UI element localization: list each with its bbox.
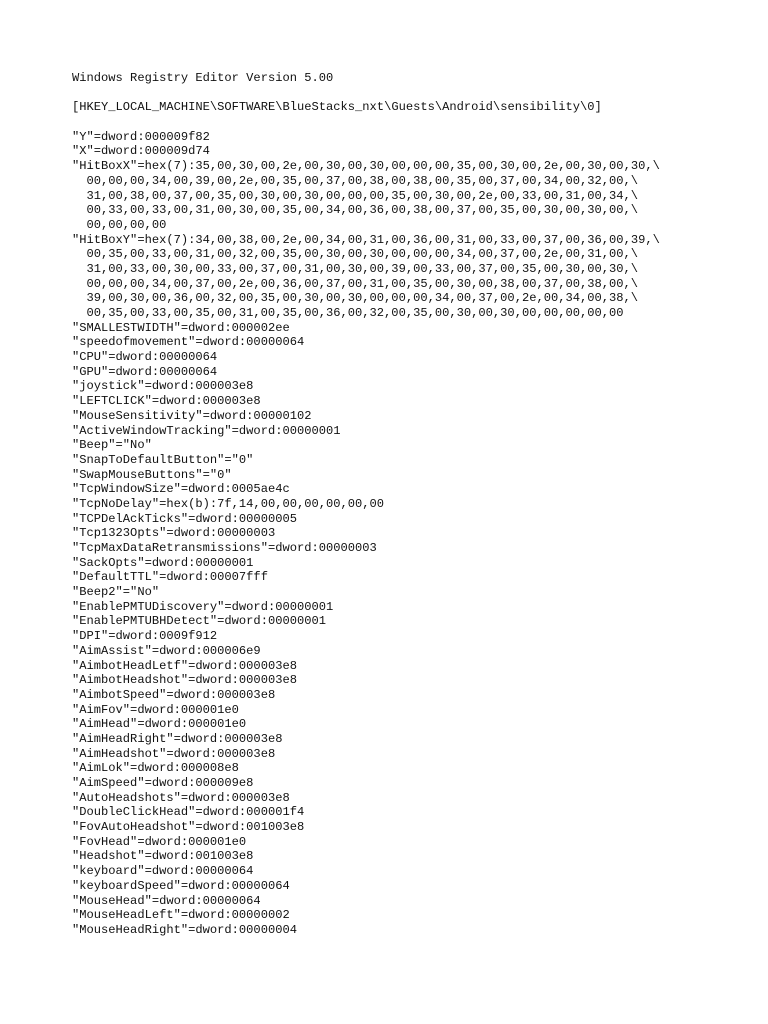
registry-entry: "joystick"=dword:000003e8 [72, 379, 254, 394]
registry-entry: "DefaultTTL"=dword:00007fff [72, 570, 268, 585]
registry-document [72, 71, 762, 952]
registry-entry: "HitBoxX"=hex(7):35,00,30,00,2e,00,30,00,30,00,00,00,35,00,30,00,2e,00,30,00,30,\ [72, 159, 660, 174]
registry-entry: "DPI"=dword:0009f912 [72, 629, 218, 644]
registry-entry: "speedofmovement"=dword:00000064 [72, 335, 305, 350]
blank-line [72, 115, 762, 130]
registry-entry: "GPU"=dword:00000064 [72, 364, 218, 379]
registry-entry: "AimAssist"=dword:000006e9 [72, 643, 261, 658]
registry-entry: "X"=dword:000009d74 [72, 144, 210, 159]
registry-entry: "AimHeadshot"=dword:000003e8 [72, 746, 276, 761]
registry-entry: "MouseHeadLeft"=dword:00000002 [72, 908, 290, 923]
registry-entry: "LEFTCLICK"=dword:000003e8 [72, 394, 261, 409]
registry-entry: "AimbotHeadshot"=dword:000003e8 [72, 673, 297, 688]
registry-entry: "AimFov"=dword:000001e0 [72, 702, 239, 717]
registry-entry: "AimbotHeadLetf"=dword:000003e8 [72, 658, 297, 673]
registry-entry: "Y"=dword:000009f82 [72, 129, 210, 144]
document-header: Windows Registry Editor Version 5.00 [72, 71, 334, 85]
registry-entry: "AimSpeed"=dword:000009e8 [72, 776, 254, 790]
registry-entry: "FovAutoHeadshot"=dword:001003e8 [72, 820, 305, 835]
registry-entry-continuation: 00,00,00,00 [86, 217, 167, 232]
registry-entry-continuation: 00,35,00,33,00,35,00,31,00,35,00,36,00,32,00,35,00,30,00,30,00,00,00,00,00 [86, 306, 624, 320]
registry-entry: "DoubleClickHead"=dword:000001f4 [72, 805, 305, 820]
blank-line [72, 86, 762, 101]
registry-entry: "EnablePMTUBHDetect"=dword:00000001 [72, 614, 327, 629]
registry-entry: "FovHead"=dword:000001e0 [72, 834, 247, 849]
registry-entry-continuation: 39,00,30,00,36,00,32,00,35,00,30,00,30,00,00,00,34,00,37,00,2e,00,34,00,38,\ [86, 291, 639, 306]
registry-entries [72, 130, 762, 953]
registry-entry: "AimHead"=dword:000001e0 [72, 717, 247, 732]
registry-entry-continuation: 00,33,00,33,00,31,00,30,00,35,00,34,00,36,00,38,00,37,00,35,00,30,00,30,00,\ [86, 203, 639, 218]
registry-entry: "keyboard"=dword:00000064 [72, 864, 254, 879]
registry-entry-continuation: 00,35,00,33,00,31,00,32,00,35,00,30,00,30,00,00,00,34,00,37,00,2e,00,31,00,\ [86, 247, 639, 262]
registry-entry: "EnablePMTUDiscovery"=dword:00000001 [72, 599, 334, 614]
registry-entry: "ActiveWindowTracking"=dword:00000001 [72, 423, 341, 438]
registry-entry: "HitBoxY"=hex(7):34,00,38,00,2e,00,34,00,31,00,36,00,31,00,33,00,37,00,36,00,39,\ [72, 232, 660, 247]
registry-entry: "TCPDelAckTicks"=dword:00000005 [72, 511, 297, 526]
registry-entry-continuation: 31,00,33,00,30,00,33,00,37,00,31,00,30,00,39,00,33,00,37,00,35,00,30,00,30,\ [86, 261, 639, 276]
registry-entry: "Headshot"=dword:001003e8 [72, 849, 254, 864]
registry-entry: "SMALLESTWIDTH"=dword:000002ee [72, 320, 290, 335]
registry-entry: "TcpWindowSize"=dword:0005ae4c [72, 482, 290, 497]
registry-entry: "AutoHeadshots"=dword:000003e8 [72, 790, 290, 805]
registry-entry: "SwapMouseButtons"="0" [72, 467, 232, 482]
registry-entry: "MouseHeadRight"=dword:00000004 [72, 922, 297, 937]
registry-entry: "Beep"="No" [72, 438, 152, 453]
registry-entry: "AimHeadRight"=dword:000003e8 [72, 731, 283, 746]
registry-entry: "AimLok"=dword:000008e8 [72, 761, 239, 776]
registry-entry: "TcpMaxDataRetransmissions"=dword:00000003 [72, 541, 377, 555]
registry-entry: "CPU"=dword:00000064 [72, 350, 218, 365]
registry-entry: "TcpNoDelay"=hex(b):7f,14,00,00,00,00,00,00 [72, 496, 385, 511]
registry-entry-continuation: 00,00,00,34,00,37,00,2e,00,36,00,37,00,31,00,35,00,30,00,38,00,37,00,38,00,\ [86, 276, 639, 291]
registry-entry: "Tcp1323Opts"=dword:00000003 [72, 526, 276, 541]
registry-entry: "keyboardSpeed"=dword:00000064 [72, 878, 290, 893]
registry-entry-continuation: 31,00,38,00,37,00,35,00,30,00,30,00,00,00,35,00,30,00,2e,00,33,00,31,00,34,\ [86, 188, 639, 203]
registry-entry: "MouseSensitivity"=dword:00000102 [72, 408, 312, 423]
registry-entry: "Beep2"="No" [72, 585, 160, 600]
registry-key-path: [HKEY_LOCAL_MACHINE\SOFTWARE\BlueStacks_nxt\Guests\Android\sensibility\0] [72, 100, 602, 115]
registry-entry: "SackOpts"=dword:00000001 [72, 555, 254, 570]
registry-entry-continuation: 00,00,00,34,00,39,00,2e,00,35,00,37,00,38,00,38,00,35,00,37,00,34,00,32,00,\ [86, 173, 639, 188]
registry-entry: "MouseHead"=dword:00000064 [72, 893, 261, 908]
registry-entry [72, 938, 762, 953]
registry-entry: "SnapToDefaultButton"="0" [72, 452, 254, 467]
registry-entry: "AimbotSpeed"=dword:000003e8 [72, 687, 276, 702]
